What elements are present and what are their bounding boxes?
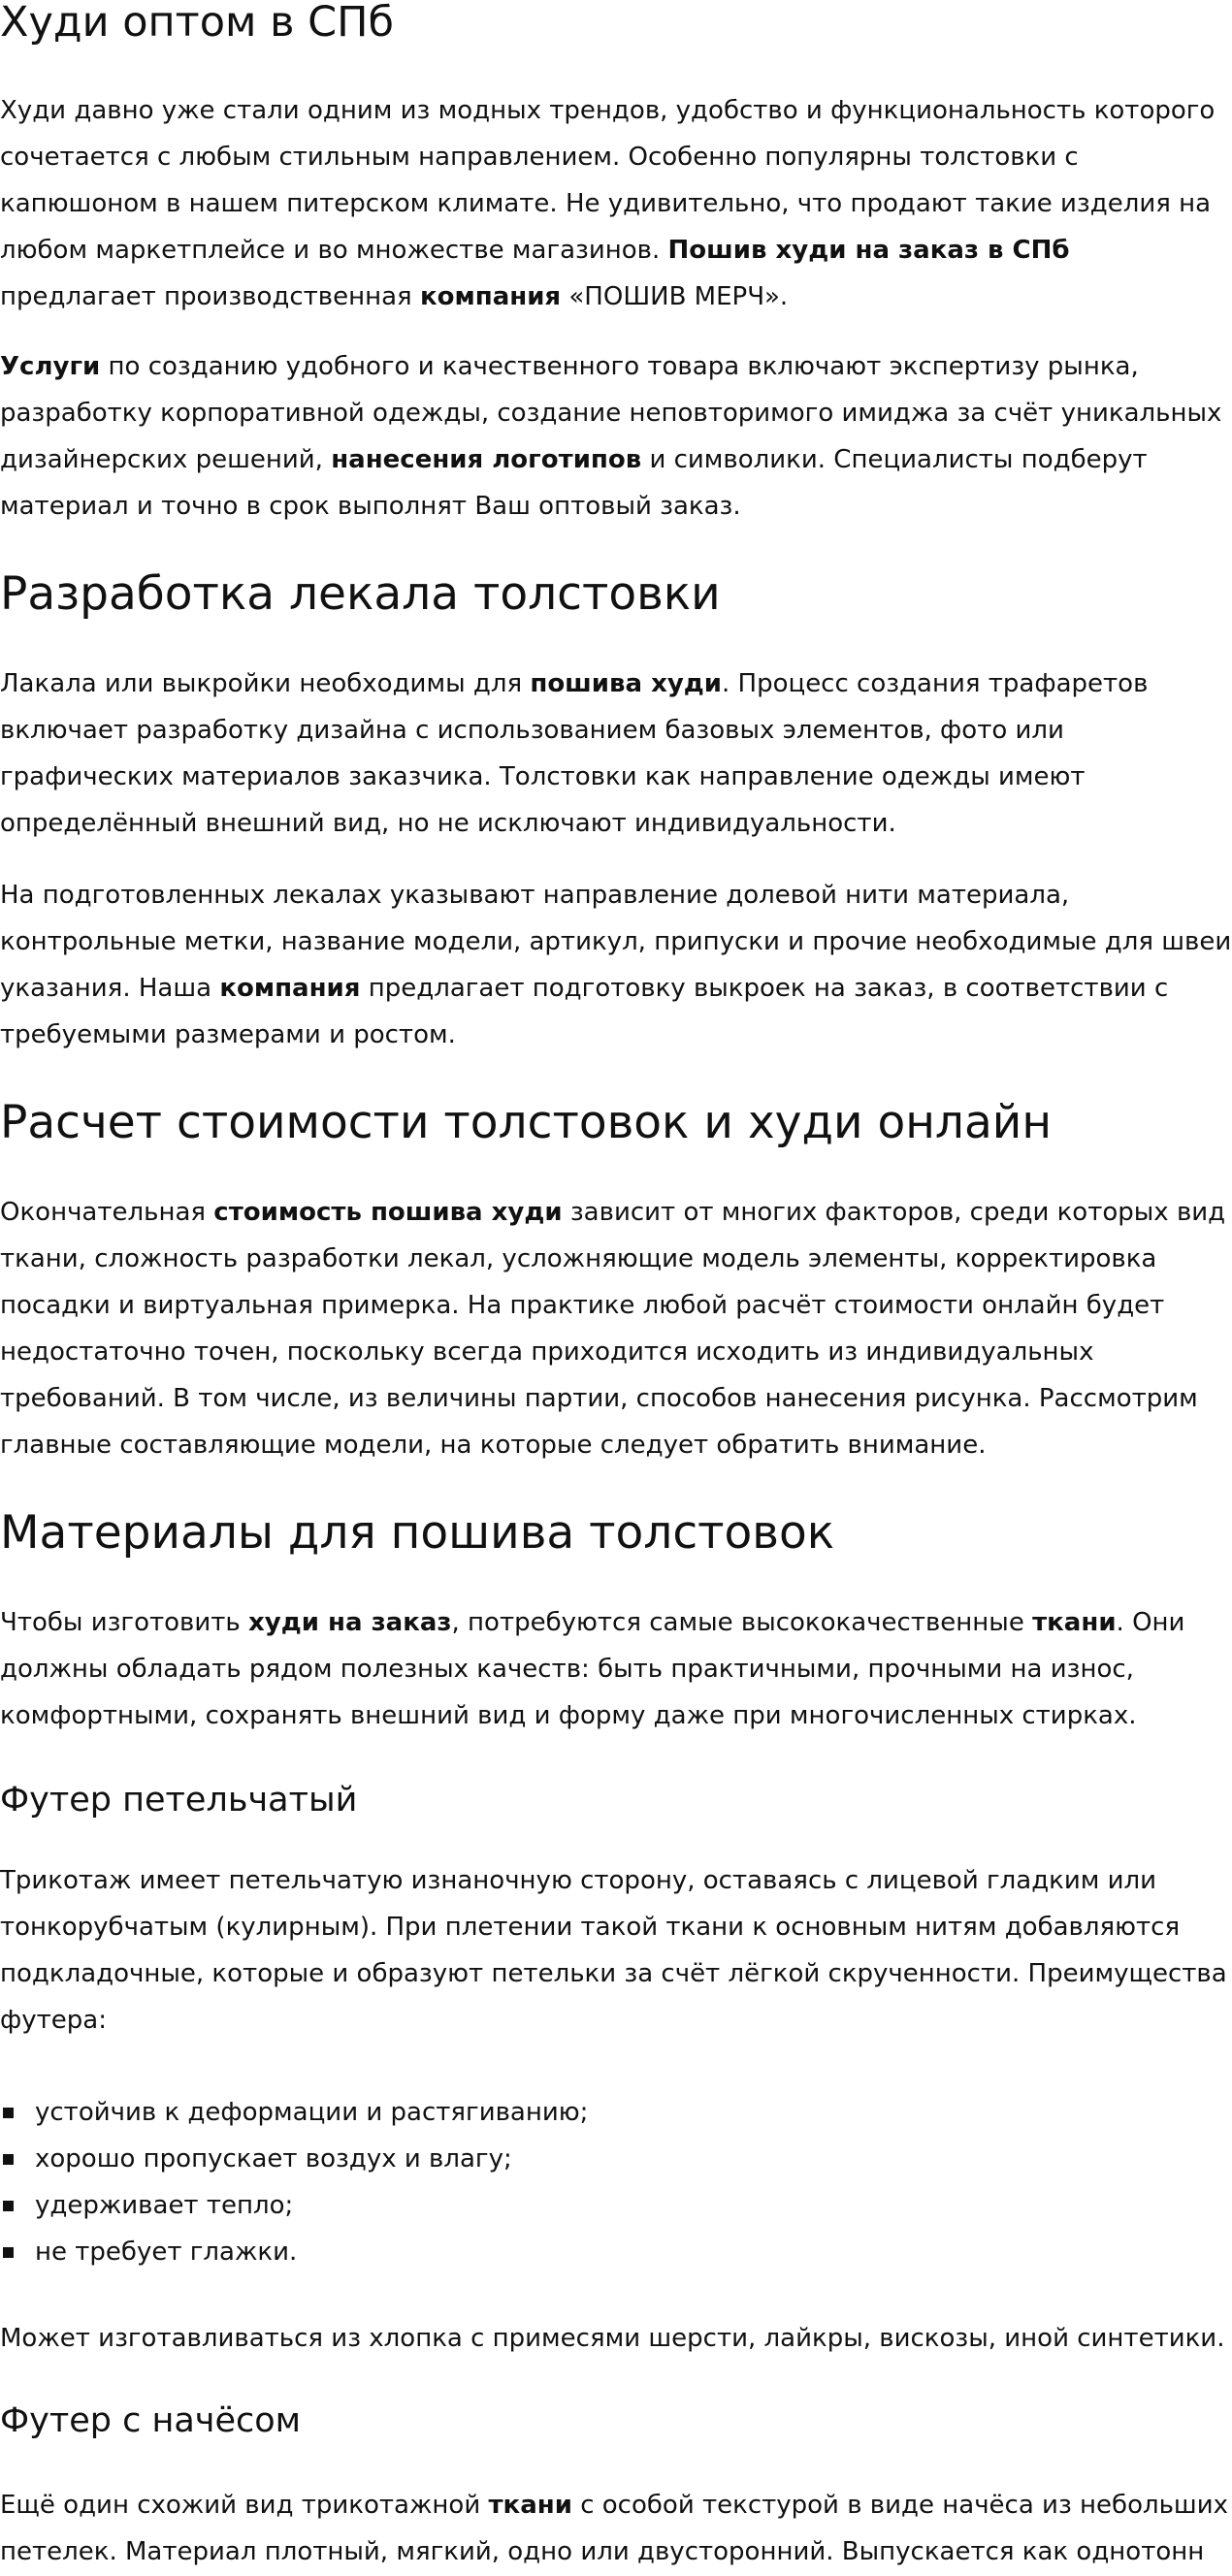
- text-line: [0, 445, 1148, 474]
- text-line: [0, 1244, 1156, 1273]
- bold-keyword: Пошив худи на заказ в СПб: [667, 236, 1070, 265]
- text-line: [0, 1655, 1134, 1684]
- text-line: [0, 1337, 1093, 1367]
- text-run: Трикотаж имеет петельчатую изнаночную сторону, оставаясь с лицевой гладким или: [0, 1866, 1157, 1895]
- fleece-advantages-list: [0, 2089, 588, 2275]
- text-line: [0, 762, 1086, 791]
- page-title: Худи оптом в СПб: [0, 0, 395, 47]
- list-item: [0, 2229, 588, 2275]
- bold-keyword: стоимость пошива худи: [213, 1198, 563, 1227]
- text-run: капюшоном в нашем питерском климате. Не удивительно, что продают такие изделия на: [0, 189, 1212, 218]
- text-line: [0, 2537, 1204, 2566]
- text-run: указания. Наша: [0, 974, 220, 1003]
- list-item-text: устойчив к деформации и растягиванию;: [35, 2098, 589, 2127]
- text-run: разработку корпоративной одежды, создание неповторимого имиджа за счёт уникальных: [0, 399, 1222, 428]
- text-line: [0, 236, 1070, 265]
- text-line: [0, 1701, 1137, 1730]
- text-run: по созданию удобного и качественного товара включают экспертизу рынка,: [100, 352, 1139, 381]
- intro-paragraph-1: [0, 87, 1215, 320]
- subsection-heading-brushed-fleece: Футер с начёсом: [0, 2401, 302, 2440]
- text-run: петелек. Материал плотный, мягкий, одно или двусторонний. Выпускается как однотонн: [0, 2537, 1205, 2566]
- text-run: подкладочные, которые и образуют петельки за счёт лёгкой скрученности. Преимущества: [0, 1959, 1227, 1988]
- text-line: [0, 1608, 1184, 1637]
- bullet-square-icon: [3, 2201, 14, 2211]
- text-run: комфортными, сохранять внешний вид и форму даже при многочисленных стирках.: [0, 1701, 1137, 1730]
- list-item: [0, 2136, 588, 2182]
- bullet-square-icon: [3, 2247, 14, 2258]
- bold-keyword: худи на заказ: [248, 1608, 452, 1637]
- text-run: предлагает производственная: [0, 282, 420, 311]
- text-run: тонкорубчатым (кулирным). При плетении такой ткани к основным нитям добавляются: [0, 1913, 1181, 1942]
- text-run: Чтобы изготовить: [0, 1608, 249, 1637]
- text-line: [0, 2006, 107, 2035]
- text-run: контрольные метки, название модели, артикул, припуски и прочие необходимые для швеи: [0, 927, 1232, 956]
- text-line: [0, 1198, 1225, 1227]
- section1-paragraph-1: [0, 660, 1148, 847]
- text-line: [0, 1384, 1198, 1413]
- text-run: футера:: [0, 2006, 107, 2035]
- text-line: [0, 492, 741, 521]
- list-item: [0, 2182, 588, 2229]
- text-run: должны обладать рядом полезных качеств: быть практичными, прочными на износ,: [0, 1655, 1134, 1684]
- text-run: включает разработку дизайна с использованием базовых элементов, фото или: [0, 716, 1064, 745]
- text-line: [0, 1020, 456, 1049]
- text-line: [0, 1866, 1156, 1895]
- text-run: и символики. Специалисты подберут: [641, 445, 1148, 474]
- text-run: Может изготавливаться из хлопка с примесями шерсти, лайкры, вискозы, иной синтетики.: [0, 2324, 1225, 2353]
- text-run: с особой текстурой в виде начёса из небольших: [571, 2491, 1228, 2520]
- text-line: [0, 1431, 986, 1460]
- list-item-text: не требует глажки.: [35, 2238, 298, 2267]
- text-line: [0, 96, 1215, 125]
- text-run: . Процесс создания трафаретов: [722, 669, 1149, 698]
- text-line: [0, 2324, 1224, 2353]
- text-line: [0, 669, 1148, 698]
- section3-paragraph-1: [0, 1599, 1184, 1739]
- text-run: ткани, сложность разработки лекал, усложняющие модель элементы, корректировка: [0, 1244, 1157, 1273]
- text-run: Окончательная: [0, 1198, 214, 1227]
- text-run: Ещё один схожий вид трикотажной: [0, 2491, 489, 2520]
- list-item-text: удерживает тепло;: [35, 2191, 294, 2220]
- text-run: материал и точно в срок выполнят Ваш оптовый заказ.: [0, 492, 741, 521]
- loop-fleece-paragraph-1: [0, 1857, 1227, 2044]
- text-line: [0, 352, 1139, 381]
- text-run: зависит от многих факторов, среди которых вид: [562, 1198, 1226, 1227]
- text-run: главные составляющие модели, на которые следует обратить внимание.: [0, 1431, 987, 1460]
- text-run: «ПОШИВ МЕРЧ».: [561, 282, 789, 311]
- bold-keyword: ткани: [1032, 1608, 1117, 1637]
- bold-keyword: пошива худи: [530, 669, 722, 698]
- section-heading-materials: Материалы для пошива толстовок: [0, 1506, 835, 1560]
- text-run: любом маркетплейсе и во множестве магазинов.: [0, 236, 668, 265]
- bold-keyword: ткани: [488, 2491, 572, 2520]
- brushed-fleece-paragraph-1: [0, 2482, 1228, 2575]
- section-heading-pricing: Расчет стоимости толстовок и худи онлайн: [0, 1096, 1053, 1149]
- bold-keyword: компания: [219, 974, 361, 1003]
- text-line: [0, 716, 1064, 745]
- text-line: [0, 809, 896, 838]
- text-run: посадки и виртуальная примерка. На практике любой расчёт стоимости онлайн будет: [0, 1291, 1165, 1320]
- bold-keyword: нанесения логотипов: [331, 445, 642, 474]
- section2-paragraph-1: [0, 1189, 1225, 1468]
- text-run: , потребуются самые высококачественные: [451, 1608, 1033, 1637]
- text-line: [0, 143, 1079, 172]
- list-item-text: хорошо пропускает воздух и влагу;: [35, 2144, 512, 2174]
- text-run: дизайнерских решений,: [0, 445, 332, 474]
- section-heading-pattern: Разработка лекала толстовки: [0, 567, 721, 621]
- bold-keyword: компания: [419, 282, 562, 311]
- text-line: [0, 399, 1221, 428]
- text-run: Лакала или выкройки необходимы для: [0, 669, 531, 698]
- text-line: [0, 974, 1168, 1003]
- text-line: [0, 1913, 1180, 1942]
- text-run: недостаточно точен, поскольку всегда приходится исходить из индивидуальных: [0, 1337, 1094, 1367]
- bullet-square-icon: [3, 2154, 14, 2165]
- text-line: [0, 189, 1211, 218]
- text-run: предлагает подготовку выкроек на заказ, в соответствии с: [360, 974, 1169, 1003]
- bullet-square-icon: [3, 2108, 14, 2118]
- text-line: [0, 881, 1069, 910]
- text-run: требований. В том числе, из величины партии, способов нанесения рисунка. Рассмотрим: [0, 1384, 1198, 1413]
- subsection-heading-loop-fleece: Футер петельчатый: [0, 1781, 358, 1819]
- text-run: На подготовленных лекалах указывают направление долевой нити материала,: [0, 881, 1070, 910]
- text-line: [0, 927, 1231, 956]
- text-run: сочетается с любым стильным направлением. Особенно популярны толстовки с: [0, 143, 1079, 172]
- text-line: [0, 282, 788, 311]
- text-line: [0, 1291, 1164, 1320]
- text-line: [0, 2491, 1228, 2520]
- list-item: [0, 2089, 588, 2136]
- loop-fleece-paragraph-2: [0, 2315, 1224, 2362]
- text-run: определённый внешний вид, но не исключают индивидуальности.: [0, 809, 896, 838]
- text-line: [0, 1959, 1227, 1988]
- intro-paragraph-2: [0, 343, 1221, 530]
- text-run: Худи давно уже стали одним из модных трендов, удобство и функциональность которого: [0, 96, 1216, 125]
- text-run: графических материалов заказчика. Толстовки как направление одежды имеют: [0, 762, 1086, 791]
- bold-keyword: Услуги: [0, 352, 101, 381]
- section1-paragraph-2: [0, 872, 1231, 1058]
- text-run: . Они: [1116, 1608, 1185, 1637]
- text-run: требуемыми размерами и ростом.: [0, 1020, 456, 1049]
